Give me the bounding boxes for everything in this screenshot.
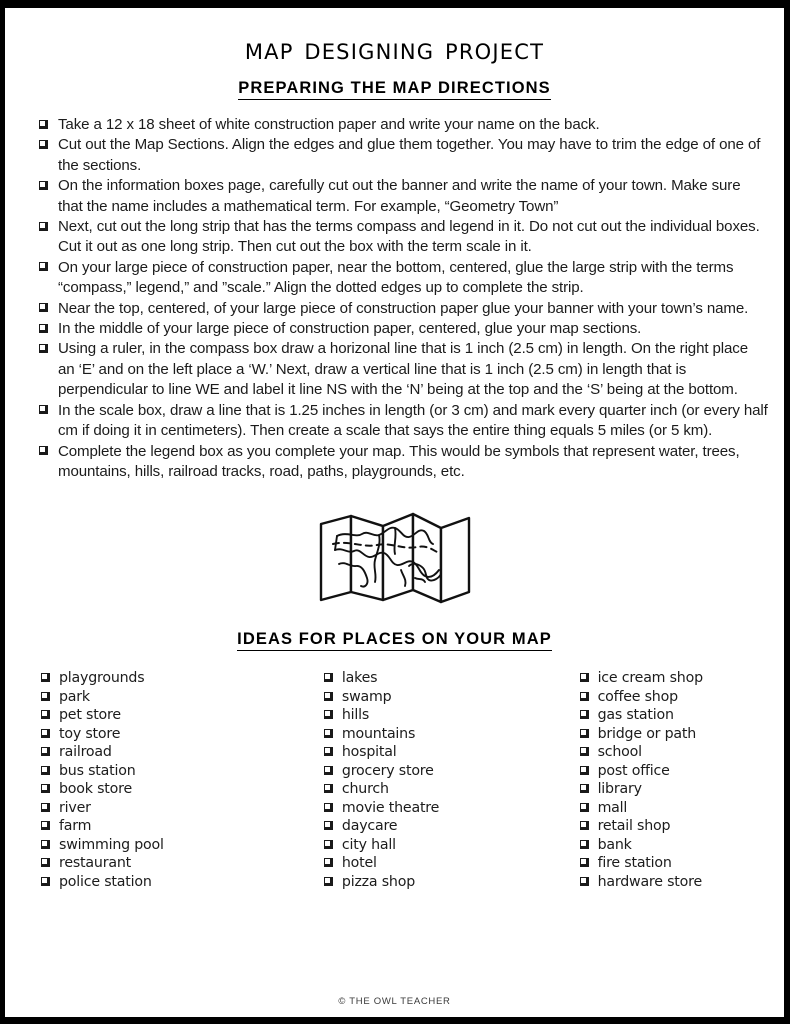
idea-item: [41, 836, 324, 855]
instructions-list: [5, 115, 784, 482]
idea-item: [41, 688, 324, 707]
idea-item: [580, 873, 774, 892]
instruction-item-label: Cut out the Map Sections. Align the edges and glue them together. You may have to trim the edge of one of the sections.: [58, 136, 761, 174]
idea-item: [41, 873, 324, 892]
instruction-item-label: In the middle of your large piece of construction paper, centered, glue your map sections.: [58, 320, 642, 338]
idea-item-label: swamp: [341, 688, 392, 705]
idea-item-label: farm: [59, 818, 92, 835]
idea-item-label: park: [59, 688, 90, 705]
idea-item-label: fire station: [597, 855, 672, 872]
idea-item-label: bridge or path: [597, 725, 697, 742]
idea-item: [580, 706, 774, 725]
idea-item-label: daycare: [341, 818, 398, 835]
checkbox-icon[interactable]: [39, 140, 48, 149]
idea-item: [41, 762, 324, 781]
checkbox-icon[interactable]: [324, 840, 333, 849]
checkbox-icon[interactable]: [39, 344, 48, 353]
checkbox-icon[interactable]: [580, 877, 589, 886]
idea-item: [580, 854, 774, 873]
idea-item-label: restaurant: [59, 855, 131, 872]
idea-item: [324, 817, 580, 836]
idea-item-label: mall: [597, 799, 628, 816]
checkbox-icon[interactable]: [324, 877, 333, 886]
instruction-item-label: In the scale box, draw a line that is 1.25 inches in length (or 3 cm) and mark every quarter inch (or every half cm if doing it in centimeters). Then create a scale that says the entire thing equals 5 miles (or 5 km).: [58, 401, 768, 440]
idea-item-label: grocery store: [341, 762, 434, 779]
idea-item: [41, 799, 324, 818]
idea-item-label: toy store: [59, 725, 121, 742]
instruction-item-label: Near the top, centered, of your large piece of construction paper glue your banner with your town’s name.: [58, 299, 749, 317]
idea-item-label: police station: [59, 873, 152, 890]
checkbox-icon[interactable]: [580, 710, 589, 719]
checkbox-icon[interactable]: [41, 840, 50, 849]
checkbox-icon[interactable]: [580, 858, 589, 867]
section-heading-ideas: [5, 630, 784, 649]
checkbox-icon[interactable]: [39, 324, 48, 333]
instruction-item-label: On your large piece of construction paper, near the bottom, centered, glue the large strip with the terms “compass,” legend,” and ”scale.” Align the dotted edges up to complete the strip.: [58, 258, 734, 297]
instruction-item: [39, 401, 768, 442]
idea-item-label: bank: [597, 836, 632, 853]
instruction-item: [39, 176, 768, 217]
idea-item-label: mountains: [341, 725, 416, 742]
idea-item-label: coffee shop: [597, 688, 678, 705]
idea-item-label: city hall: [341, 836, 396, 853]
section-heading-directions: [5, 79, 784, 98]
checkbox-icon[interactable]: [39, 262, 48, 271]
idea-item: [41, 669, 324, 688]
idea-item: [41, 817, 324, 836]
checkbox-icon[interactable]: [324, 673, 333, 682]
idea-item-label: lakes: [341, 670, 378, 687]
checkbox-icon[interactable]: [39, 222, 48, 231]
ideas-column-1: [41, 669, 324, 891]
idea-item-label: pizza shop: [341, 873, 416, 890]
idea-item: [324, 743, 580, 762]
checkbox-icon[interactable]: [580, 766, 589, 775]
checkbox-icon[interactable]: [580, 821, 589, 830]
instruction-item: [39, 339, 768, 400]
section-heading-directions-text: PREPARING THE MAP DIRECTIONS: [238, 79, 551, 100]
instruction-item-label: Complete the legend box as you complete your map. This would be symbols that represent water, trees, mountains, hills, railroad tracks, road, paths, playgrounds, etc.: [58, 442, 740, 480]
checkbox-icon[interactable]: [324, 803, 333, 812]
checkbox-icon[interactable]: [41, 877, 50, 886]
idea-item: [41, 854, 324, 873]
checkbox-icon[interactable]: [41, 673, 50, 682]
idea-item-label: pet store: [59, 707, 121, 724]
checkbox-icon[interactable]: [39, 303, 48, 312]
instruction-item: [39, 135, 768, 176]
checkbox-icon[interactable]: [39, 446, 48, 455]
checkbox-icon[interactable]: [41, 729, 50, 738]
idea-item: [324, 706, 580, 725]
footer-credit: © THE OWL TEACHER: [338, 996, 451, 1007]
checkbox-icon[interactable]: [324, 858, 333, 867]
section-heading-ideas-text: IDEAS FOR PLACES ON YOUR MAP: [237, 630, 552, 651]
idea-item-label: bus station: [59, 762, 136, 779]
checkbox-icon[interactable]: [580, 692, 589, 701]
idea-item: [324, 725, 580, 744]
checkbox-icon[interactable]: [41, 710, 50, 719]
checkbox-icon[interactable]: [580, 729, 589, 738]
idea-item: [41, 706, 324, 725]
idea-item: [324, 836, 580, 855]
instruction-item: [39, 442, 768, 483]
instruction-item: [39, 319, 768, 339]
checkbox-icon[interactable]: [41, 766, 50, 775]
checkbox-icon[interactable]: [324, 729, 333, 738]
idea-item: [324, 780, 580, 799]
ideas-columns: [5, 669, 784, 891]
idea-item-label: swimming pool: [59, 836, 164, 853]
checkbox-icon[interactable]: [580, 840, 589, 849]
idea-item: [580, 799, 774, 818]
page-title: map designing project: [244, 32, 545, 67]
idea-item-label: retail shop: [597, 818, 671, 835]
checkbox-icon[interactable]: [41, 692, 50, 701]
checkbox-icon[interactable]: [580, 747, 589, 756]
instruction-item-label: Take a 12 x 18 sheet of white construction paper and write your name on the back.: [58, 116, 600, 133]
idea-item: [580, 669, 774, 688]
instruction-item-label: On the information boxes page, carefully cut out the banner and write the name of your town. Make sure that the name includes a mathematical term. For example, “Geometry Town”: [58, 177, 741, 215]
checkbox-icon[interactable]: [41, 821, 50, 830]
idea-item-label: church: [341, 781, 389, 798]
ideas-column-3: [580, 669, 774, 891]
checkbox-icon[interactable]: [580, 784, 589, 793]
checkbox-icon[interactable]: [39, 120, 48, 129]
idea-item-label: gas station: [597, 707, 674, 724]
instruction-item: [39, 115, 768, 135]
idea-item-label: railroad: [59, 744, 112, 761]
checkbox-icon[interactable]: [580, 673, 589, 682]
idea-item-label: ice cream shop: [597, 670, 703, 687]
instruction-item-label: Next, cut out the long strip that has the terms compass and legend in it. Do not cut out the individual boxes. Cut it out as one long strip. Then cut out the box with the term scale in it.: [58, 218, 760, 256]
idea-item-label: library: [597, 781, 642, 798]
checkbox-icon[interactable]: [324, 821, 333, 830]
checkbox-icon[interactable]: [39, 405, 48, 414]
idea-item-label: hospital: [341, 744, 397, 761]
idea-item: [41, 780, 324, 799]
idea-item: [324, 873, 580, 892]
instruction-item-label: Using a ruler, in the compass box draw a horizonal line that is 1 inch (2.5 cm) in length. On the right place an ‘E’ and on the left place a ‘W.’ Next, draw a vertical line that is 1 inch (2.5 cm) in length that is perpendicular to line WE and label it line NS with the ‘N’ being at the top and the ‘S’ being at the bottom.: [58, 340, 748, 399]
idea-item: [324, 762, 580, 781]
instruction-item: [39, 258, 768, 299]
checkbox-icon[interactable]: [41, 784, 50, 793]
worksheet-sheet: [5, 8, 784, 1017]
checkbox-icon[interactable]: [41, 858, 50, 867]
idea-item: [580, 743, 774, 762]
checkbox-icon[interactable]: [41, 747, 50, 756]
idea-item: [324, 854, 580, 873]
idea-item-label: movie theatre: [341, 799, 440, 816]
folded-map-icon: [315, 504, 475, 612]
idea-item-label: hotel: [341, 855, 377, 872]
idea-item: [580, 817, 774, 836]
idea-item: [580, 688, 774, 707]
idea-item: [580, 762, 774, 781]
idea-item-label: hills: [341, 707, 370, 724]
idea-item-label: book store: [59, 781, 132, 798]
idea-item: [324, 688, 580, 707]
idea-item: [41, 725, 324, 744]
idea-item-label: post office: [597, 762, 670, 779]
idea-item-label: hardware store: [597, 873, 702, 890]
checkbox-icon[interactable]: [580, 803, 589, 812]
idea-item: [324, 799, 580, 818]
checkbox-icon[interactable]: [41, 803, 50, 812]
checkbox-icon[interactable]: [324, 692, 333, 701]
instruction-item: [39, 299, 768, 319]
instruction-item: [39, 217, 768, 258]
idea-item: [41, 743, 324, 762]
idea-item: [324, 669, 580, 688]
checkbox-icon[interactable]: [324, 766, 333, 775]
idea-item-label: school: [597, 744, 642, 761]
idea-item: [580, 725, 774, 744]
checkbox-icon[interactable]: [324, 747, 333, 756]
checkbox-icon[interactable]: [324, 710, 333, 719]
ideas-column-2: [324, 669, 580, 891]
idea-item: [580, 836, 774, 855]
checkbox-icon[interactable]: [324, 784, 333, 793]
idea-item-label: river: [59, 799, 91, 816]
idea-item-label: playgrounds: [59, 670, 145, 687]
checkbox-icon[interactable]: [39, 181, 48, 190]
idea-item: [580, 780, 774, 799]
